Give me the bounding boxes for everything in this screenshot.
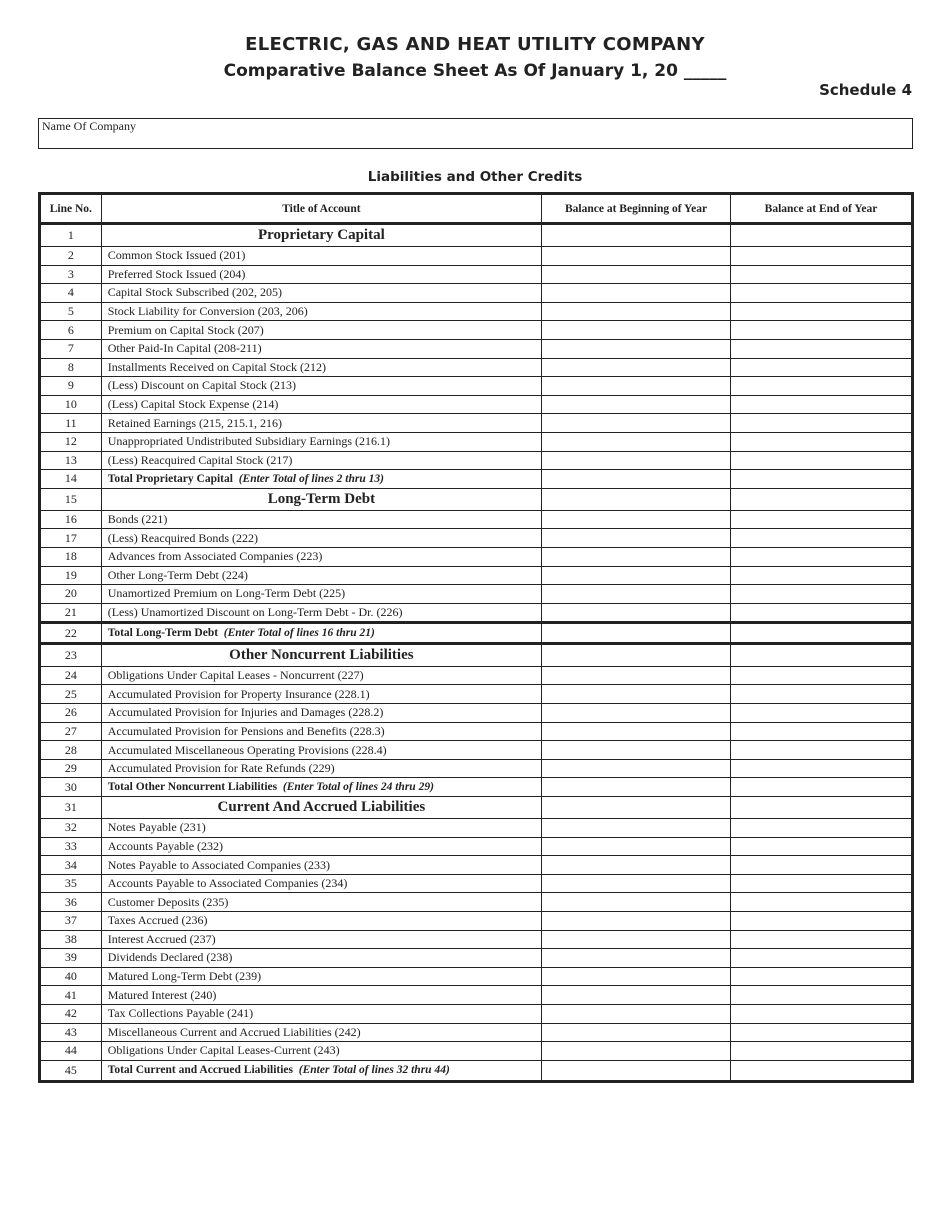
account-title (101, 265, 541, 284)
line-number: 7 (40, 339, 102, 358)
table-row (40, 432, 913, 451)
account-title (101, 247, 541, 266)
line-number: 43 (40, 1023, 102, 1042)
account-title (101, 321, 541, 340)
account-title (101, 741, 541, 760)
beginning-balance-cell[interactable] (542, 585, 731, 604)
table-row (40, 377, 913, 396)
end-balance-cell[interactable] (731, 488, 913, 510)
line-number: 38 (40, 930, 102, 949)
account-title-text: Interest Accrued (237) (107, 931, 216, 946)
table-row (40, 603, 913, 623)
end-balance-cell[interactable] (731, 893, 913, 912)
end-balance-cell[interactable] (731, 432, 913, 451)
account-title-text: Advances from Associated Companies (223) (107, 549, 323, 564)
account-title-text: Installments Received on Capital Stock (212) (107, 359, 327, 374)
account-title (101, 451, 541, 470)
line-number: 42 (40, 1004, 102, 1023)
table-row (40, 1042, 913, 1061)
beginning-balance-cell[interactable] (542, 759, 731, 778)
line-number: 37 (40, 912, 102, 931)
table-row (40, 912, 913, 931)
beginning-balance-cell[interactable] (542, 643, 731, 666)
account-title-text: Miscellaneous Current and Accrued Liabilities (242) (107, 1024, 361, 1039)
beginning-balance-cell[interactable] (542, 949, 731, 968)
end-balance-cell[interactable] (731, 414, 913, 433)
account-title-text: Current And Accrued Liabilities (217, 799, 426, 816)
table-row (40, 510, 913, 529)
account-title (101, 358, 541, 377)
beginning-balance-cell[interactable] (542, 547, 731, 566)
table-header-row (40, 194, 913, 224)
column-header-end-balance: Balance at End of Year (731, 194, 913, 224)
beginning-balance-cell[interactable] (542, 470, 731, 489)
table-row (40, 1060, 913, 1081)
beginning-balance-cell[interactable] (542, 704, 731, 723)
end-balance-cell[interactable] (731, 302, 913, 321)
account-title-text: (Less) Unamortized Discount on Long-Term Debt - Dr. (226) (107, 604, 403, 619)
table-row (40, 395, 913, 414)
account-title (101, 488, 541, 510)
line-number: 18 (40, 547, 102, 566)
account-title-text: Total Other Noncurrent Liabilities (107, 781, 278, 794)
beginning-balance-cell[interactable] (542, 685, 731, 704)
line-number: 5 (40, 302, 102, 321)
table-row (40, 470, 913, 489)
account-title (101, 722, 541, 741)
form-subtitle: Comparative Balance Sheet As Of January 1, 20 _____ (223, 61, 727, 81)
end-balance-cell[interactable] (731, 819, 913, 838)
account-title (101, 797, 541, 819)
account-title-text: Dividends Declared (238) (107, 950, 233, 965)
account-title (101, 547, 541, 566)
beginning-balance-cell[interactable] (542, 967, 731, 986)
end-balance-cell[interactable] (731, 339, 913, 358)
account-title (101, 529, 541, 548)
end-balance-cell[interactable] (731, 284, 913, 303)
end-balance-cell[interactable] (731, 930, 913, 949)
end-balance-cell[interactable] (731, 986, 913, 1005)
end-balance-cell[interactable] (731, 643, 913, 666)
beginning-balance-cell[interactable] (542, 377, 731, 396)
end-balance-cell[interactable] (731, 874, 913, 893)
account-title-text: Tax Collections Payable (241) (107, 1006, 254, 1021)
account-title-text: Premium on Capital Stock (207) (107, 322, 264, 337)
account-title (101, 778, 541, 797)
beginning-balance-cell[interactable] (542, 432, 731, 451)
table-row (40, 302, 913, 321)
beginning-balance-cell[interactable] (542, 666, 731, 685)
account-title (101, 685, 541, 704)
line-number: 12 (40, 432, 102, 451)
account-title (101, 986, 541, 1005)
beginning-balance-cell[interactable] (542, 284, 731, 303)
beginning-balance-cell[interactable] (542, 930, 731, 949)
line-number: 24 (40, 666, 102, 685)
beginning-balance-cell[interactable] (542, 741, 731, 760)
account-title (101, 284, 541, 303)
table-row (40, 930, 913, 949)
account-title (101, 912, 541, 931)
account-title (101, 224, 541, 247)
column-header-line-no: Line No. (40, 194, 102, 224)
account-title (101, 967, 541, 986)
line-number: 34 (40, 856, 102, 875)
end-balance-cell[interactable] (731, 1042, 913, 1061)
beginning-balance-cell[interactable] (542, 1004, 731, 1023)
end-balance-cell[interactable] (731, 395, 913, 414)
account-title-text: Capital Stock Subscribed (202, 205) (107, 285, 283, 300)
end-balance-cell[interactable] (731, 856, 913, 875)
account-title-text: Obligations Under Capital Leases-Current (243) (107, 1043, 340, 1058)
beginning-balance-cell[interactable] (542, 321, 731, 340)
beginning-balance-cell[interactable] (542, 1060, 731, 1081)
account-title (101, 603, 541, 623)
table-row (40, 759, 913, 778)
beginning-balance-cell[interactable] (542, 488, 731, 510)
account-title (101, 949, 541, 968)
end-balance-cell[interactable] (731, 623, 913, 644)
company-name-field[interactable] (38, 118, 913, 149)
line-number: 16 (40, 510, 102, 529)
account-title (101, 470, 541, 489)
table-row (40, 856, 913, 875)
end-balance-cell[interactable] (731, 722, 913, 741)
beginning-balance-cell[interactable] (542, 837, 731, 856)
account-title-text: Accounts Payable to Associated Companies (234) (107, 876, 348, 891)
account-title-text: (Less) Reacquired Bonds (222) (107, 530, 259, 545)
end-balance-cell[interactable] (731, 247, 913, 266)
company-name-label: Name Of Company (42, 119, 136, 133)
end-balance-cell[interactable] (731, 666, 913, 685)
account-title (101, 856, 541, 875)
account-title (101, 704, 541, 723)
beginning-balance-cell[interactable] (542, 819, 731, 838)
end-balance-cell[interactable] (731, 265, 913, 284)
account-title-text: Preferred Stock Issued (204) (107, 266, 246, 281)
beginning-balance-cell[interactable] (542, 778, 731, 797)
account-title (101, 1060, 541, 1081)
account-title (101, 395, 541, 414)
total-instruction-note: (Enter Total of lines 2 thru 13) (238, 472, 384, 485)
end-balance-cell[interactable] (731, 321, 913, 340)
end-balance-cell[interactable] (731, 967, 913, 986)
end-balance-cell[interactable] (731, 837, 913, 856)
column-header-beginning-balance: Balance at Beginning of Year (542, 194, 731, 224)
table-row (40, 893, 913, 912)
line-number: 11 (40, 414, 102, 433)
line-number: 15 (40, 488, 102, 510)
table-row (40, 874, 913, 893)
account-title-text: Taxes Accrued (236) (107, 913, 208, 928)
beginning-balance-cell[interactable] (542, 912, 731, 931)
end-balance-cell[interactable] (731, 358, 913, 377)
account-title-text: Accounts Payable (232) (107, 838, 224, 853)
account-title (101, 1004, 541, 1023)
account-title-text: Total Long-Term Debt (107, 627, 219, 640)
end-balance-cell[interactable] (731, 741, 913, 760)
table-row (40, 797, 913, 819)
table-row (40, 949, 913, 968)
beginning-balance-cell[interactable] (542, 856, 731, 875)
account-title-text: Accumulated Provision for Property Insurance (228.1) (107, 686, 370, 701)
account-title-text: Accumulated Miscellaneous Operating Provisions (228.4) (107, 742, 387, 757)
table-row (40, 488, 913, 510)
beginning-balance-cell[interactable] (542, 395, 731, 414)
account-title (101, 1023, 541, 1042)
table-row (40, 224, 913, 247)
table-row (40, 704, 913, 723)
line-number: 10 (40, 395, 102, 414)
total-instruction-note: (Enter Total of lines 32 thru 44) (298, 1064, 450, 1077)
account-title-text: Unappropriated Undistributed Subsidiary Earnings (216.1) (107, 434, 390, 449)
end-balance-cell[interactable] (731, 912, 913, 931)
line-number: 1 (40, 224, 102, 247)
account-title (101, 585, 541, 604)
end-balance-cell[interactable] (731, 566, 913, 585)
account-title (101, 339, 541, 358)
table-row (40, 643, 913, 666)
line-number: 19 (40, 566, 102, 585)
beginning-balance-cell[interactable] (542, 510, 731, 529)
line-number: 31 (40, 797, 102, 819)
table-row (40, 986, 913, 1005)
beginning-balance-cell[interactable] (542, 874, 731, 893)
end-balance-cell[interactable] (731, 1004, 913, 1023)
account-title-text: Proprietary Capital (257, 227, 385, 243)
account-title (101, 566, 541, 585)
account-title-text: Customer Deposits (235) (107, 894, 229, 909)
line-number: 27 (40, 722, 102, 741)
beginning-balance-cell[interactable] (542, 1042, 731, 1061)
line-number: 45 (40, 1060, 102, 1081)
account-title (101, 510, 541, 529)
table-row (40, 284, 913, 303)
account-title-text: Accumulated Provision for Rate Refunds (229) (107, 761, 335, 776)
beginning-balance-cell[interactable] (542, 414, 731, 433)
line-number: 8 (40, 358, 102, 377)
total-instruction-note: (Enter Total of lines 24 thru 29) (282, 781, 434, 794)
end-balance-cell[interactable] (731, 778, 913, 797)
end-balance-cell[interactable] (731, 510, 913, 529)
account-title (101, 1042, 541, 1061)
account-title-text: (Less) Capital Stock Expense (214) (107, 397, 279, 412)
line-number: 35 (40, 874, 102, 893)
line-number: 36 (40, 893, 102, 912)
beginning-balance-cell[interactable] (542, 603, 731, 623)
account-title (101, 893, 541, 912)
line-number: 33 (40, 837, 102, 856)
column-header-title: Title of Account (101, 194, 541, 224)
account-title (101, 819, 541, 838)
account-title-text: Other Paid-In Capital (208-211) (107, 341, 262, 356)
table-row (40, 1004, 913, 1023)
account-title-text: Long-Term Debt (267, 490, 376, 507)
line-number: 14 (40, 470, 102, 489)
account-title-text: Common Stock Issued (201) (107, 248, 246, 263)
end-balance-cell[interactable] (731, 949, 913, 968)
line-number: 29 (40, 759, 102, 778)
account-title (101, 837, 541, 856)
end-balance-cell[interactable] (731, 603, 913, 623)
line-number: 28 (40, 741, 102, 760)
account-title (101, 432, 541, 451)
beginning-balance-cell[interactable] (542, 339, 731, 358)
account-title (101, 414, 541, 433)
end-balance-cell[interactable] (731, 529, 913, 548)
end-balance-cell[interactable] (731, 470, 913, 489)
end-balance-cell[interactable] (731, 585, 913, 604)
line-number: 9 (40, 377, 102, 396)
beginning-balance-cell[interactable] (542, 623, 731, 644)
end-balance-cell[interactable] (731, 704, 913, 723)
table-row (40, 451, 913, 470)
account-title-text: Accumulated Provision for Pensions and Benefits (228.3) (107, 723, 385, 738)
account-title-text: (Less) Discount on Capital Stock (213) (107, 378, 297, 393)
beginning-balance-cell[interactable] (542, 529, 731, 548)
total-instruction-note: (Enter Total of lines 16 thru 21) (223, 627, 375, 640)
table-row (40, 414, 913, 433)
beginning-balance-cell[interactable] (542, 265, 731, 284)
line-number: 22 (40, 623, 102, 644)
account-title (101, 643, 541, 666)
beginning-balance-cell[interactable] (542, 797, 731, 819)
beginning-balance-cell[interactable] (542, 247, 731, 266)
account-title-text: Notes Payable to Associated Companies (233) (107, 857, 331, 872)
beginning-balance-cell[interactable] (542, 566, 731, 585)
account-title-text: Bonds (221) (107, 512, 168, 527)
account-title (101, 874, 541, 893)
line-number: 17 (40, 529, 102, 548)
table-row (40, 585, 913, 604)
table-row (40, 547, 913, 566)
account-title-text: Matured Long-Term Debt (239) (107, 969, 262, 984)
beginning-balance-cell[interactable] (542, 893, 731, 912)
line-number: 44 (40, 1042, 102, 1061)
line-number: 23 (40, 643, 102, 666)
table-row (40, 819, 913, 838)
table-row (40, 967, 913, 986)
account-title (101, 377, 541, 396)
beginning-balance-cell[interactable] (542, 224, 731, 247)
line-number: 2 (40, 247, 102, 266)
beginning-balance-cell[interactable] (542, 986, 731, 1005)
line-number: 4 (40, 284, 102, 303)
line-number: 3 (40, 265, 102, 284)
line-number: 32 (40, 819, 102, 838)
balance-sheet-table (38, 192, 914, 1083)
line-number: 30 (40, 778, 102, 797)
account-title (101, 759, 541, 778)
beginning-balance-cell[interactable] (542, 1023, 731, 1042)
account-title (101, 930, 541, 949)
table-row (40, 247, 913, 266)
end-balance-cell[interactable] (731, 759, 913, 778)
account-title-text: Other Long-Term Debt (224) (107, 567, 248, 582)
end-balance-cell[interactable] (731, 685, 913, 704)
account-title-text: Matured Interest (240) (107, 987, 217, 1002)
line-number: 6 (40, 321, 102, 340)
table-row (40, 778, 913, 797)
end-balance-cell[interactable] (731, 797, 913, 819)
line-number: 39 (40, 949, 102, 968)
line-number: 41 (40, 986, 102, 1005)
end-balance-cell[interactable] (731, 224, 913, 247)
table-row (40, 666, 913, 685)
end-balance-cell[interactable] (731, 547, 913, 566)
beginning-balance-cell[interactable] (542, 302, 731, 321)
account-title (101, 302, 541, 321)
line-number: 13 (40, 451, 102, 470)
end-balance-cell[interactable] (731, 451, 913, 470)
account-title-text: Notes Payable (231) (107, 820, 206, 835)
account-title (101, 666, 541, 685)
schedule-label: Schedule 4 (819, 81, 912, 99)
table-row (40, 339, 913, 358)
table-row (40, 1023, 913, 1042)
account-title (101, 623, 541, 644)
account-title-text: Obligations Under Capital Leases - Noncurrent (227) (107, 668, 364, 683)
table-row (40, 685, 913, 704)
account-title-text: (Less) Reacquired Capital Stock (217) (107, 452, 293, 467)
account-title-text: Accumulated Provision for Injuries and Damages (228.2) (107, 705, 384, 720)
table-row (40, 741, 913, 760)
form-title: ELECTRIC, GAS AND HEAT UTILITY COMPANY (245, 34, 705, 55)
table-row (40, 837, 913, 856)
beginning-balance-cell[interactable] (542, 358, 731, 377)
table-row (40, 722, 913, 741)
line-number: 21 (40, 603, 102, 623)
end-balance-cell[interactable] (731, 1023, 913, 1042)
line-number: 20 (40, 585, 102, 604)
table-row (40, 566, 913, 585)
table-row (40, 529, 913, 548)
line-number: 25 (40, 685, 102, 704)
table-row (40, 623, 913, 644)
section-heading: Liabilities and Other Credits (367, 169, 583, 185)
account-title-text: Other Noncurrent Liabilities (229, 646, 414, 663)
account-title-text: Unamortized Premium on Long-Term Debt (225) (107, 586, 346, 601)
beginning-balance-cell[interactable] (542, 451, 731, 470)
end-balance-cell[interactable] (731, 1060, 913, 1081)
table-row (40, 265, 913, 284)
account-title-text: Stock Liability for Conversion (203, 206) (107, 304, 308, 319)
line-number: 40 (40, 967, 102, 986)
end-balance-cell[interactable] (731, 377, 913, 396)
account-title-text: Total Proprietary Capital (107, 472, 233, 485)
account-title-text: Retained Earnings (215, 215.1, 216) (107, 415, 283, 430)
table-row (40, 321, 913, 340)
table-row (40, 358, 913, 377)
beginning-balance-cell[interactable] (542, 722, 731, 741)
line-number: 26 (40, 704, 102, 723)
account-title-text: Total Current and Accrued Liabilities (107, 1064, 294, 1077)
